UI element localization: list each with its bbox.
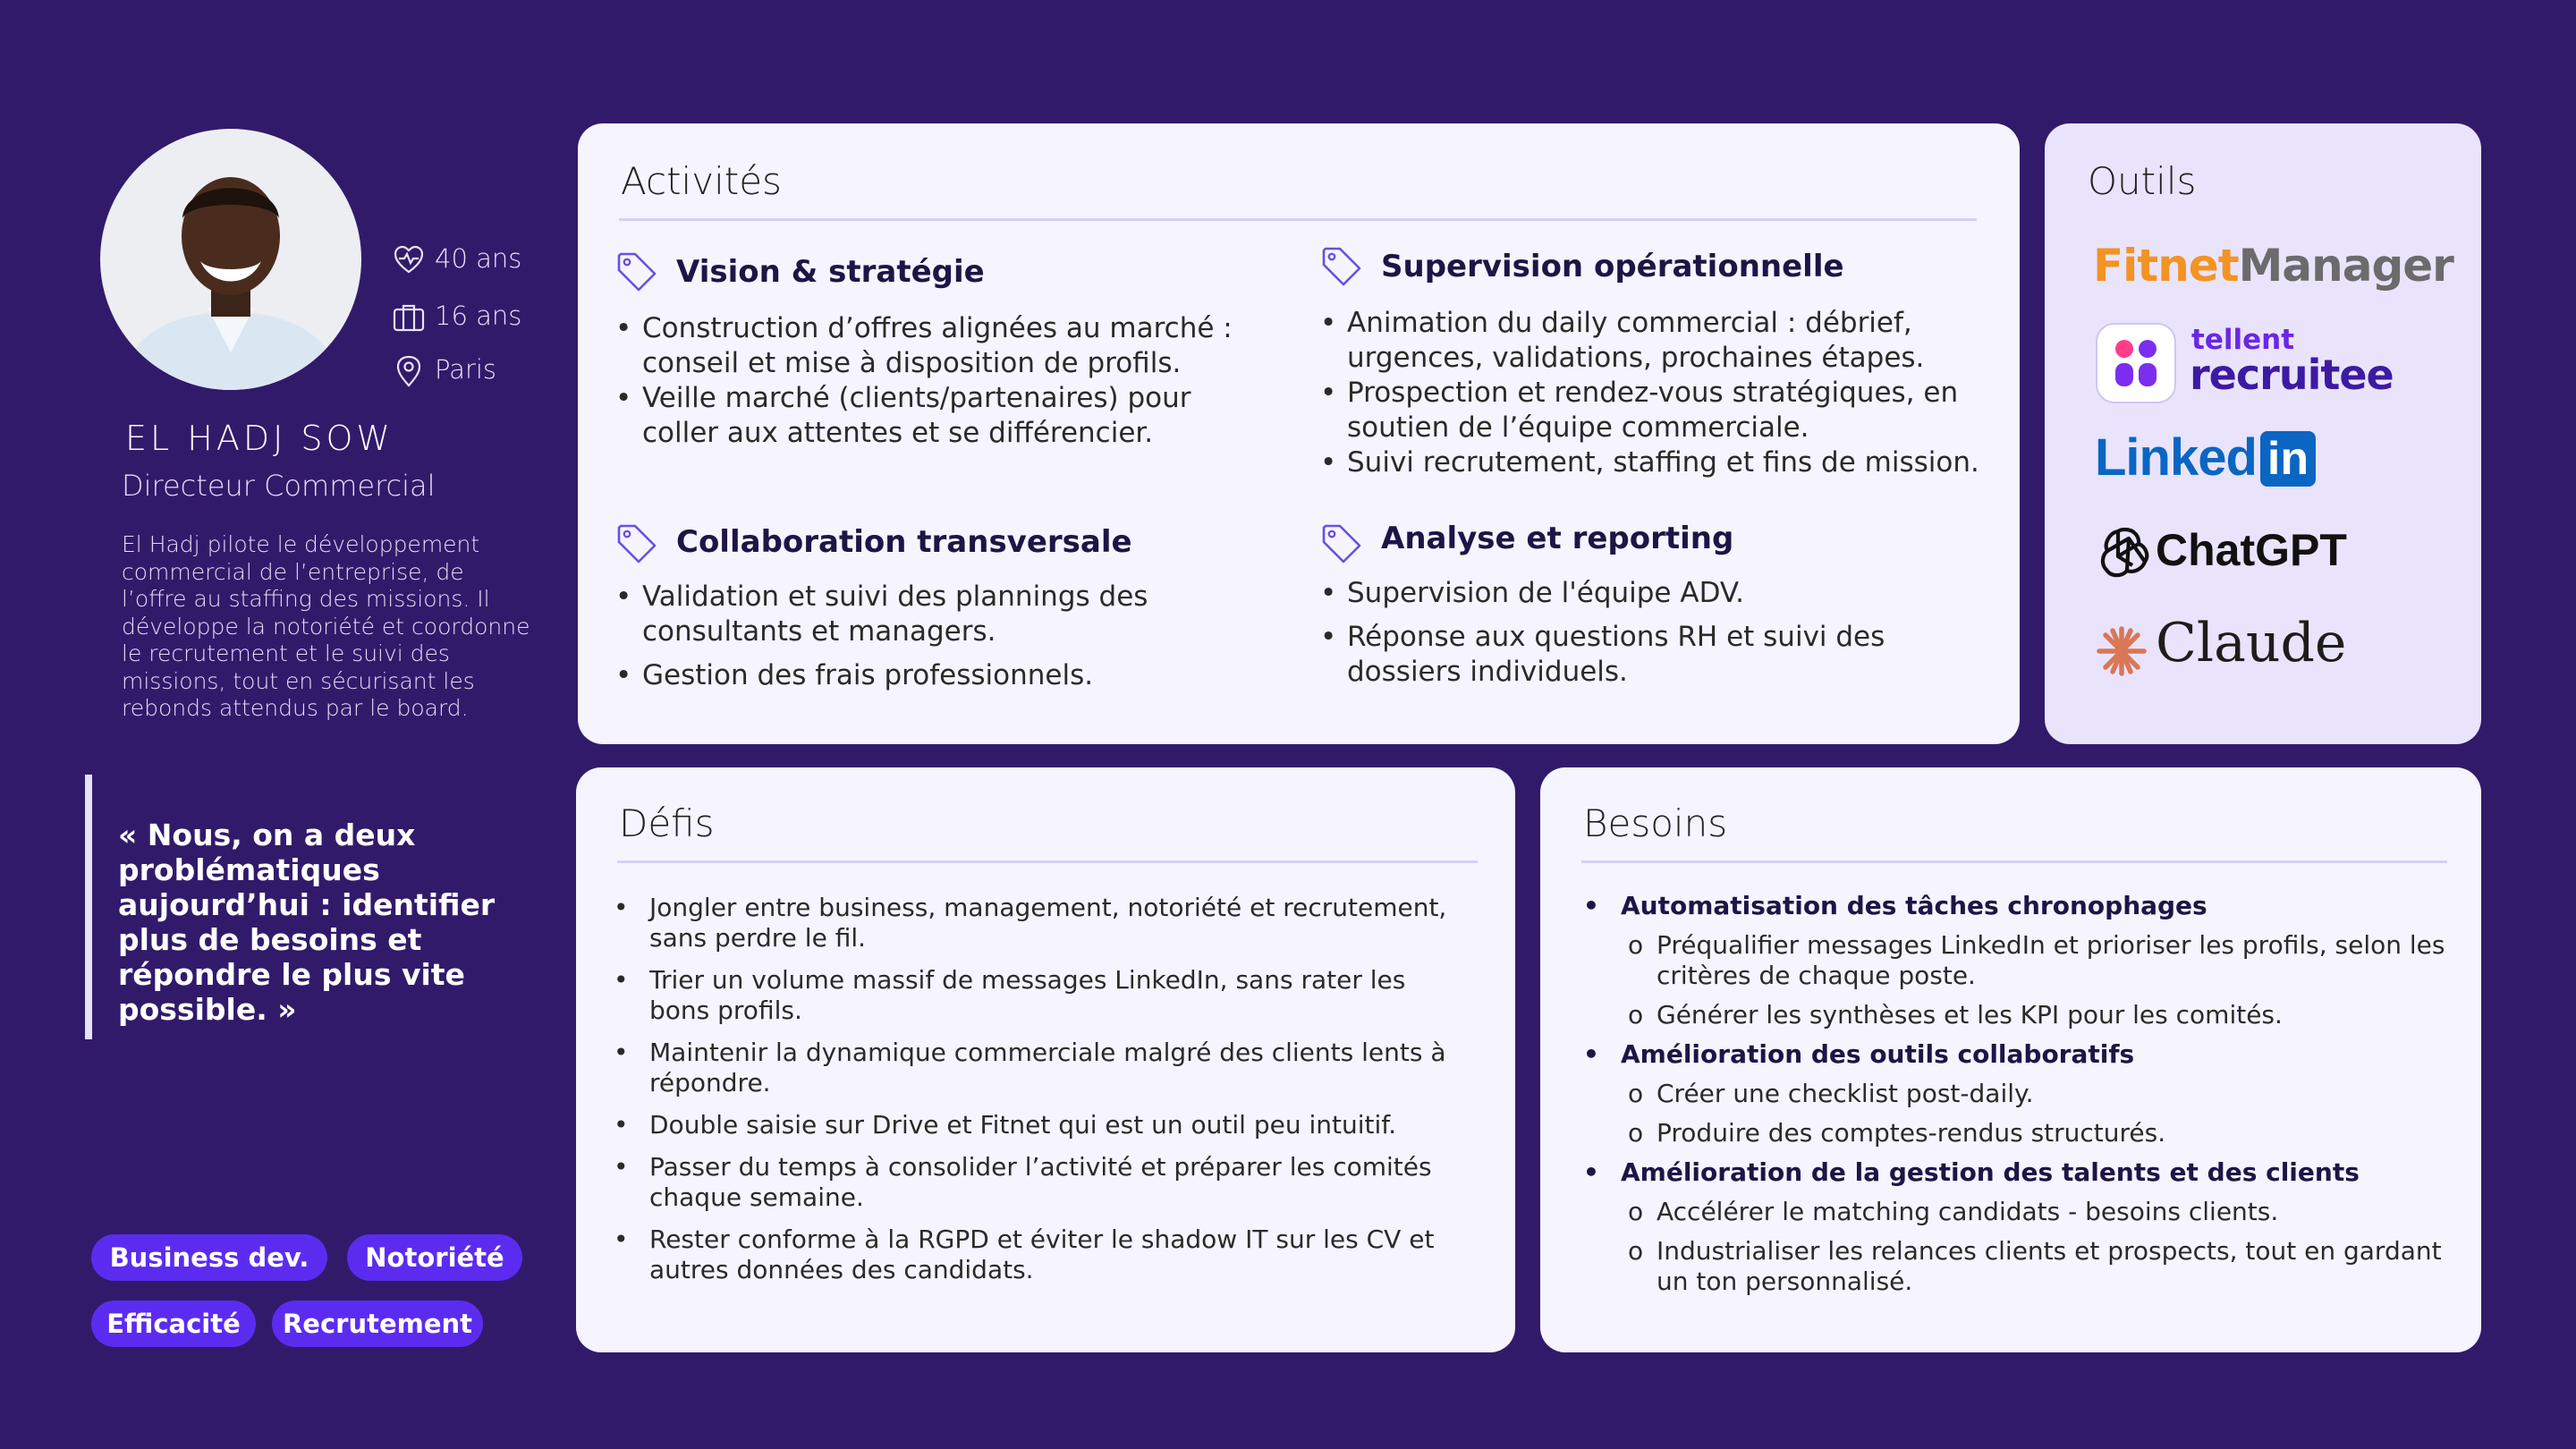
besoin-group-title: • Amélioration de la gestion des talents et des clients bbox=[1583, 1157, 2453, 1188]
fitnet-manager-logo bbox=[2093, 240, 2453, 292]
defis-card bbox=[576, 767, 1515, 1352]
linkedin-text: Linked bbox=[2095, 428, 2257, 487]
activites-card bbox=[578, 123, 2020, 744]
list-item: • Passer du temps à consolider l’activité et préparer les comités chaque semaine. bbox=[614, 1152, 1472, 1213]
tag-icon bbox=[614, 249, 660, 295]
list-item: • Veille marché (clients/partenaires) pour coller aux attentes et se différencier. bbox=[615, 381, 1241, 451]
location-pin-icon bbox=[392, 354, 426, 388]
experience-text: 16 ans bbox=[435, 301, 522, 331]
list-item: • Supervision de l'équipe ADV. bbox=[1320, 576, 1982, 611]
location-text: Paris bbox=[435, 354, 497, 385]
list-item: • Suivi recrutement, staffing et fins de mission. bbox=[1320, 445, 1982, 480]
section-list-collaboration bbox=[615, 580, 1268, 702]
recruitee-icon bbox=[2095, 322, 2177, 404]
defis-list bbox=[614, 893, 1472, 1297]
briefcase-icon bbox=[392, 301, 426, 335]
besoin-group-title: • Automatisation des tâches chronophages bbox=[1583, 891, 2453, 921]
tag-icon bbox=[1318, 243, 1365, 290]
section-title-analyse: Analyse et reporting bbox=[1381, 521, 1734, 556]
recruitee-text: recruitee bbox=[2190, 351, 2394, 399]
fitnet-logo-part: Fitnet bbox=[2093, 240, 2239, 292]
list-item: • Réponse aux questions RH et suivi des dossiers individuels. bbox=[1320, 620, 1982, 690]
tag-icon bbox=[1318, 521, 1365, 567]
list-item: • Trier un volume massif de messages LinkedIn, sans rater les bons profils. bbox=[614, 965, 1472, 1026]
tag-recrutement: Recrutement bbox=[272, 1301, 483, 1347]
profile-quote: « Nous, on a deux problématiques aujourd’hui : identifier plus de besoins et répondre le plus vite possible. » bbox=[118, 818, 496, 1027]
recruitee-small-text: tellent bbox=[2191, 324, 2295, 356]
list-item: • Construction d’offres alignées au marché : conseil et mise à disposition de profils. bbox=[615, 311, 1241, 381]
section-list-supervision bbox=[1320, 306, 1982, 480]
profile-description: El Hadj pilote le développement commercial de l’entreprise, de l’offre au staffing des missions. Il développe la notoriété et coordonne le recrutement et le suivi des missions, tout en sécurisant les rebonds attendus par le board. bbox=[122, 531, 530, 721]
list-item: o Industrialiser les relances clients et prospects, tout en gardant un ton personnalisé. bbox=[1583, 1236, 2453, 1297]
defis-divider bbox=[617, 860, 1478, 863]
list-item: • Maintenir la dynamique commerciale malgré des clients lents à répondre. bbox=[614, 1038, 1472, 1098]
list-item: • Double saisie sur Drive et Fitnet qui est un outil peu intuitif. bbox=[614, 1110, 1472, 1140]
list-item: o Accélérer le matching candidats - besoins clients. bbox=[1583, 1197, 2453, 1227]
tag-notoriete: Notoriété bbox=[347, 1234, 522, 1281]
profile-role: Directeur Commercial bbox=[122, 469, 436, 503]
heart-pulse-icon bbox=[392, 243, 426, 277]
quote-bar bbox=[85, 775, 92, 1039]
tag-icon bbox=[614, 521, 660, 567]
chatgpt-text: ChatGPT bbox=[2156, 525, 2347, 575]
list-item: o Préqualifier messages LinkedIn et prioriser les profils, selon les critères de chaque poste. bbox=[1583, 930, 2453, 991]
linkedin-logo bbox=[2095, 428, 2316, 487]
avatar bbox=[100, 129, 361, 390]
list-item: • Rester conforme à la RGPD et éviter le shadow IT sur les CV et autres données des candidats. bbox=[614, 1224, 1472, 1285]
list-item: • Jongler entre business, management, notoriété et recrutement, sans perdre le fil. bbox=[614, 893, 1472, 953]
list-item: • Gestion des frais professionnels. bbox=[615, 658, 1268, 693]
outils-card bbox=[2045, 123, 2481, 744]
list-item: • Validation et suivi des plannings des consultants et managers. bbox=[615, 580, 1268, 649]
list-item: o Générer les synthèses et les KPI pour les comités. bbox=[1583, 1000, 2453, 1030]
claude-text: Claude bbox=[2156, 612, 2347, 674]
besoin-group-title: • Amélioration des outils collaboratifs bbox=[1583, 1039, 2453, 1070]
besoins-card bbox=[1540, 767, 2481, 1352]
section-title-collaboration: Collaboration transversale bbox=[676, 524, 1132, 560]
age-text: 40 ans bbox=[435, 243, 522, 274]
linkedin-in-icon: in bbox=[2260, 431, 2316, 487]
tag-business-dev: Business dev. bbox=[91, 1234, 327, 1281]
outils-title: Outils bbox=[2088, 159, 2197, 203]
besoins-list bbox=[1583, 891, 2453, 1306]
section-title-supervision: Supervision opérationnelle bbox=[1381, 249, 1844, 284]
openai-icon bbox=[2097, 524, 2154, 581]
list-item: • Animation du daily commercial : débrief, urgences, validations, prochaines étapes. bbox=[1320, 306, 1982, 376]
section-list-vision bbox=[615, 311, 1241, 451]
section-list-analyse bbox=[1320, 576, 1982, 699]
activites-title: Activités bbox=[621, 159, 782, 203]
list-item: • Prospection et rendez-vous stratégiques, en soutien de l’équipe commerciale. bbox=[1320, 376, 1982, 445]
tag-efficacite: Efficacité bbox=[91, 1301, 256, 1347]
besoins-title: Besoins bbox=[1583, 801, 1728, 845]
defis-title: Défis bbox=[619, 801, 715, 845]
profile-name: EL HADJ SOW bbox=[125, 419, 394, 458]
list-item: o Produire des comptes-rendus structurés. bbox=[1583, 1118, 2453, 1148]
activites-divider bbox=[619, 218, 1977, 221]
list-item: o Créer une checklist post-daily. bbox=[1583, 1079, 2453, 1109]
section-title-vision: Vision & stratégie bbox=[676, 254, 985, 290]
claude-icon bbox=[2095, 624, 2148, 678]
besoins-divider bbox=[1581, 860, 2447, 863]
manager-logo-part: Manager bbox=[2238, 240, 2453, 292]
